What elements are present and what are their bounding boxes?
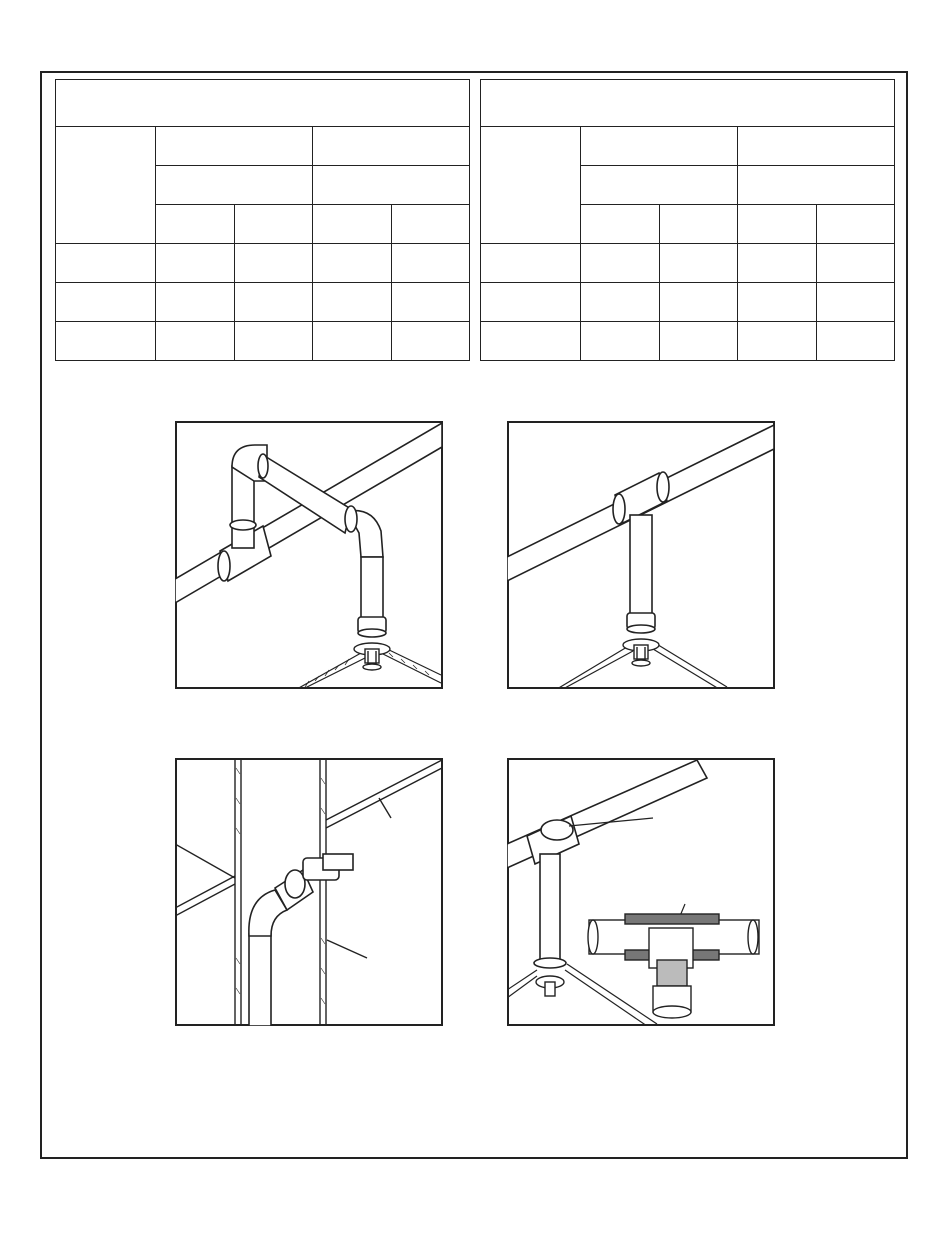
figure-3-illustration: [175, 758, 443, 1026]
table-row: [481, 244, 895, 283]
table-row: [481, 322, 895, 361]
figure-1-elbow-drop: [175, 421, 443, 689]
table-column-header: [313, 205, 392, 244]
table-column-header: [817, 205, 895, 244]
table-column-header: [738, 205, 817, 244]
table-column-header: [392, 205, 470, 244]
table-group-header: [738, 127, 895, 166]
figure-1-illustration: [175, 421, 443, 689]
table-column-header: [581, 205, 660, 244]
figure-4-tee-detail: [507, 758, 775, 1026]
table-subgroup-header: [313, 166, 470, 205]
table-row: [56, 244, 470, 283]
table-row: [481, 283, 895, 322]
table-group-header: [156, 127, 313, 166]
table-column-header: [156, 205, 235, 244]
table-group-header: [313, 127, 470, 166]
spec-table-right: [480, 79, 895, 361]
table-row-header-cell: [56, 127, 156, 244]
table-group-header: [581, 127, 738, 166]
table-column-header: [660, 205, 738, 244]
table-row: [56, 283, 470, 322]
table-subgroup-header: [581, 166, 738, 205]
figure-2-tee-drop: [507, 421, 775, 689]
table-row: [56, 322, 470, 361]
table-column-header: [235, 205, 313, 244]
table-row-header-cell: [481, 127, 581, 244]
table-title-cell: [481, 80, 895, 127]
figure-2-illustration: [507, 421, 775, 689]
spec-table-left: [55, 79, 470, 361]
table-title-cell: [56, 80, 470, 127]
figure-3-sidewall: [175, 758, 443, 1026]
table-subgroup-header: [738, 166, 895, 205]
figure-4-illustration: [507, 758, 775, 1026]
table-subgroup-header: [156, 166, 313, 205]
